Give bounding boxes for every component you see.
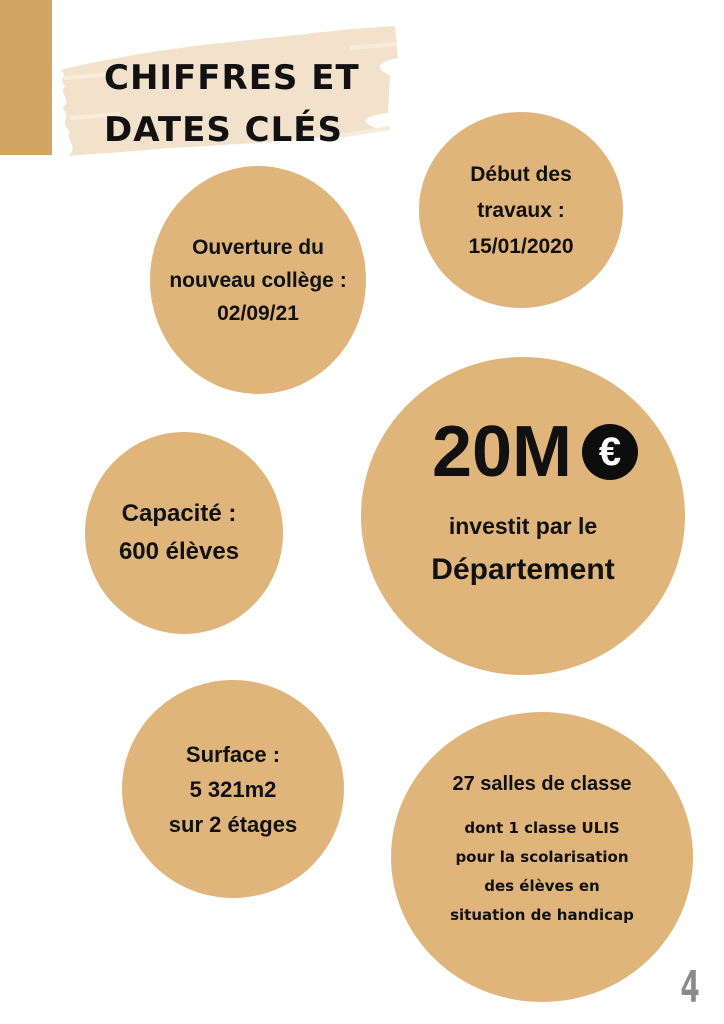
fact-circle-investissement [361,357,685,675]
salles-headline: 27 salles de classe [452,773,632,795]
fact-circle-surface [122,680,344,898]
debut-travaux-text: Début des travaux : 15/01/2020 [468,163,574,258]
page-title [104,52,360,156]
investment-line-1: investit par le [448,513,598,539]
fact-circle-salles [391,712,693,1002]
investment-amount-row [432,412,638,492]
surface-text: Surface : 5 321m2 sur 2 étages [168,741,298,837]
title-line-2: DATES CLÉS [104,110,343,150]
salles-detail: dont 1 classe ULIS pour la scolarisation des élèves en situation de handicap [450,819,634,924]
fact-circle-capacite [85,432,283,634]
fact-circle-ouverture [150,166,366,394]
page-number: 4 [680,962,700,1013]
investment-line-2: Département [431,553,615,586]
corner-accent-bar [0,0,52,155]
capacite-text: Capacité : 600 élèves [118,500,240,565]
euro-icon: € [582,424,638,480]
title-line-1: CHIFFRES ET [104,58,360,98]
fact-circle-debut-travaux [419,112,623,308]
ouverture-text: Ouverture du nouveau collège : 02/09/21 [169,235,347,325]
investment-amount: 20M [431,412,573,492]
